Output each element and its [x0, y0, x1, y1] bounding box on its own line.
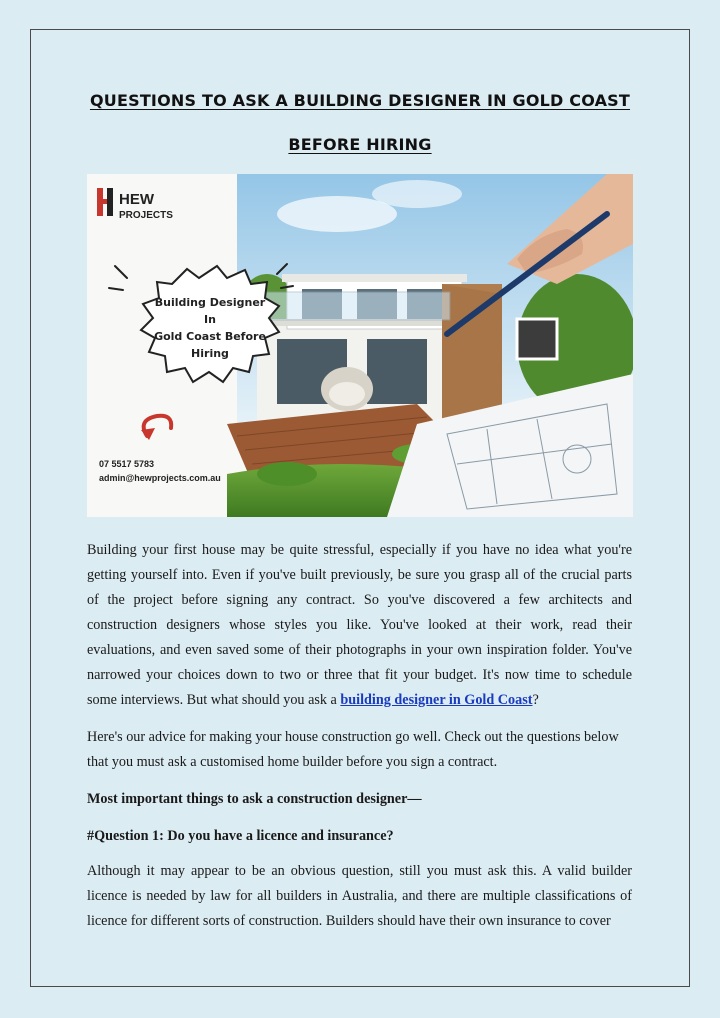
- section-heading: Most important things to ask a construction designer—: [87, 791, 422, 807]
- brand-subname: PROJECTS: [119, 210, 173, 221]
- bubble-line-2: In: [204, 313, 216, 326]
- question-1-heading: #Question 1: Do you have a licence and insurance?: [87, 828, 394, 844]
- paragraph-advice: Here's our advice for making your house construction go well. Check out the questions below that you must ask a customised home builder before you sign a contract.: [87, 729, 619, 770]
- paragraph-intro: [87, 538, 632, 713]
- contact-email: admin@hewprojects.com.au: [99, 473, 221, 483]
- paragraph-intro-text: Building your first house may be quite stressful, especially if you have no idea what you're getting yourself into. Even if you've built previously, be sure you grasp all of the crucial parts of the project before signing any contract. So you've discovered a few architects and construction designers whose styles you like. You've looked at their work, read their evaluations, and even saved some of their photographs in your own inspiration folder. You've narrowed your choices down to two or three that fit your budget. It's now time to schedule some interviews. But what should you ask a: [87, 542, 632, 708]
- page-title-line-1: QUESTIONS TO ASK A BUILDING DESIGNER IN GOLD COAST: [89, 91, 631, 110]
- bubble-line-1: Building Designer: [154, 296, 266, 309]
- paragraph-intro-end: ?: [532, 692, 539, 708]
- bubble-line-3: Gold Coast Before: [154, 330, 266, 343]
- hero-image: [87, 174, 633, 517]
- page-title-line-2: BEFORE HIRING: [288, 135, 432, 154]
- brand-name: HEW: [119, 191, 154, 208]
- contact-phone: 07 5517 5783: [99, 459, 155, 469]
- bubble-line-4: Hiring: [191, 347, 229, 360]
- paragraph-question-1: Although it may appear to be an obvious question, still you must ask this. A valid builder licence is needed by law for all builders in Australia, and there are multiple classifications of licence for different sorts of construction. Builders should have their own insurance to cover: [87, 863, 632, 929]
- building-designer-link[interactable]: building designer in Gold Coast: [340, 692, 533, 708]
